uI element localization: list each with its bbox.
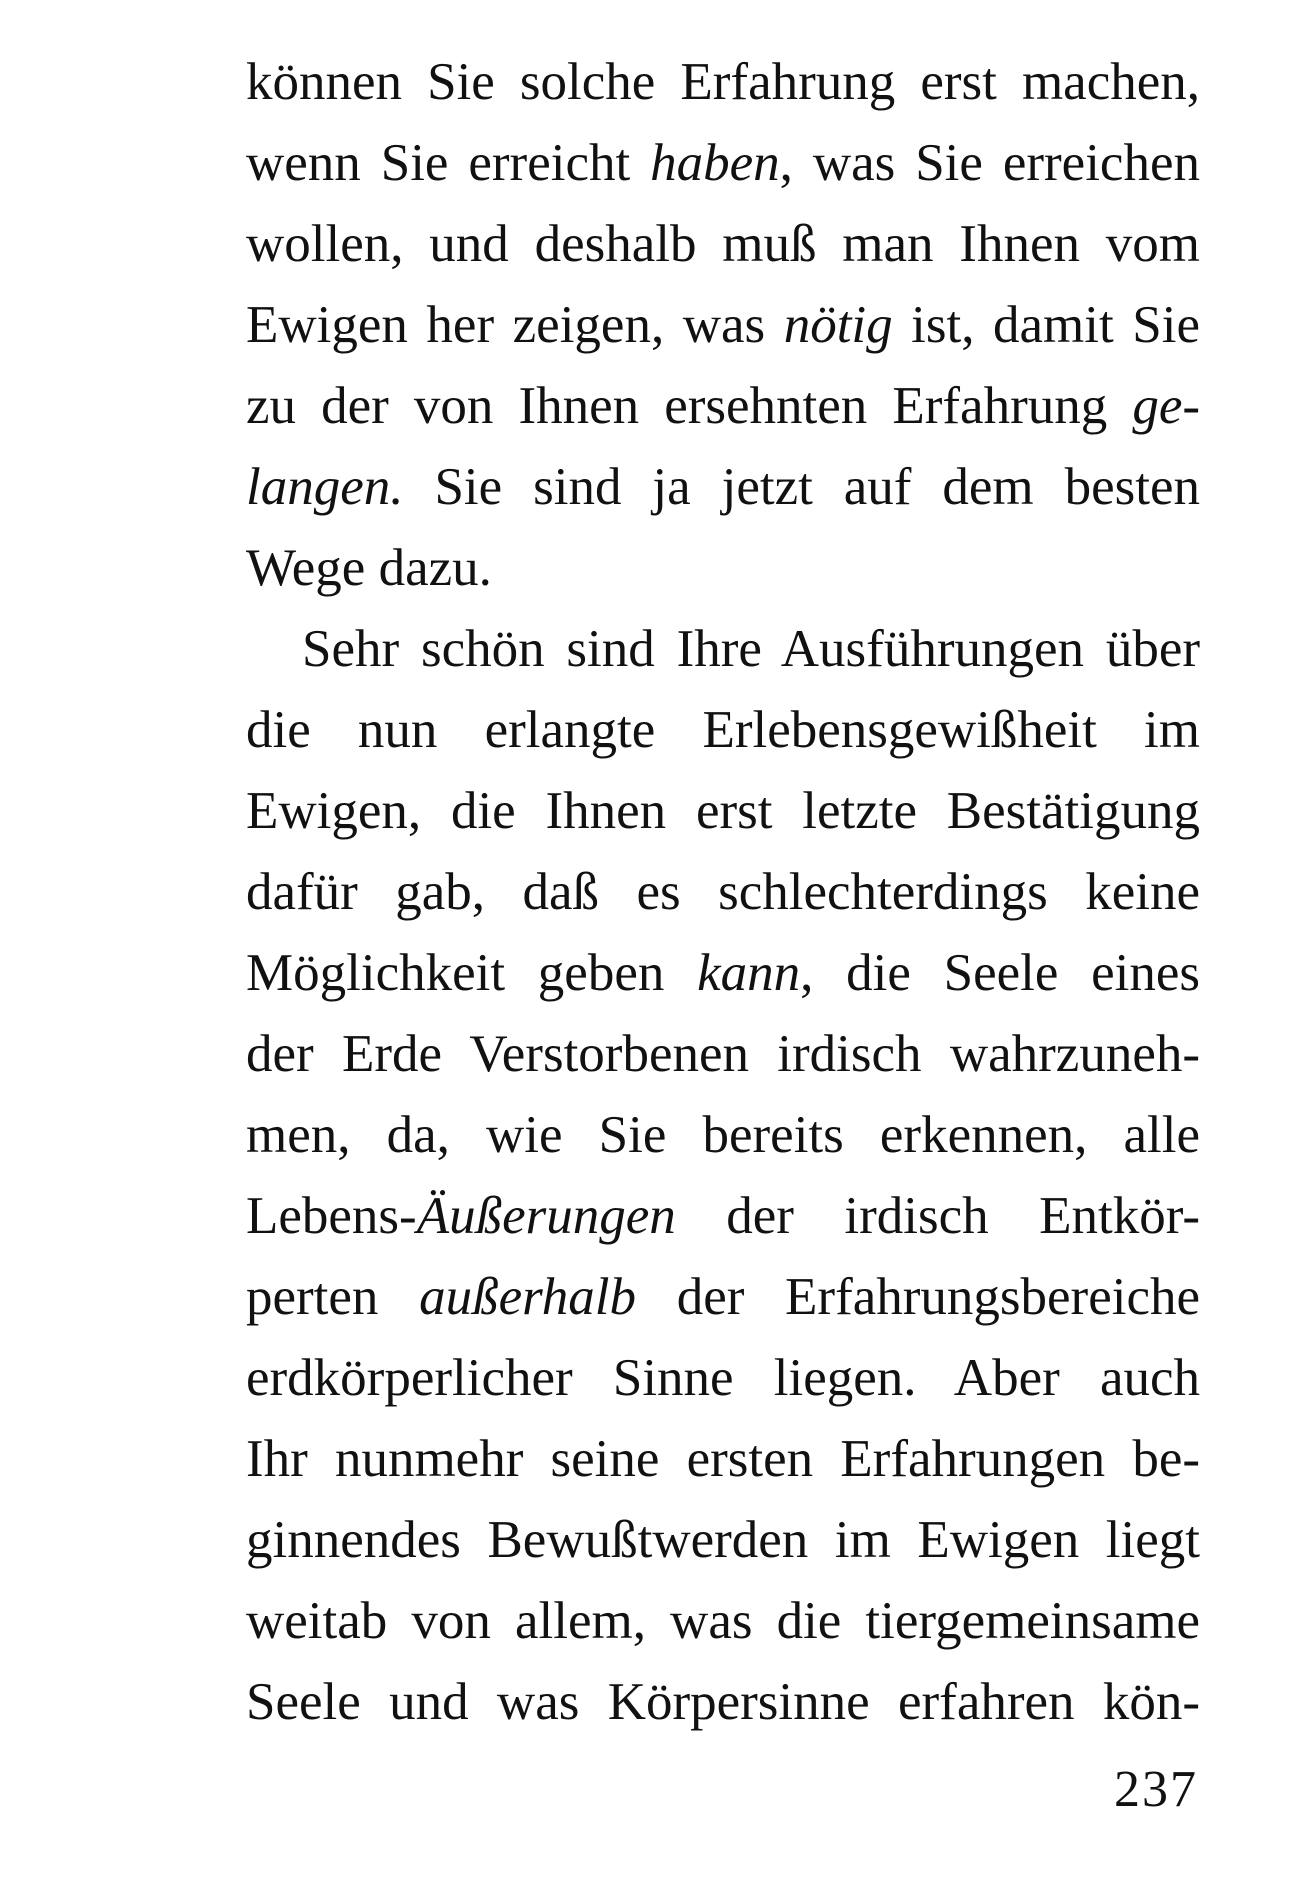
text-line: Ewigen, die Ihnen erst letzte Bestätigung: [246, 782, 1200, 840]
text-line: können Sie solche Erfahrung erst machen,: [246, 53, 1200, 111]
emphasized-word: außerhalb: [419, 1268, 637, 1326]
text-span: der Erfahrungsbereiche: [636, 1268, 1200, 1326]
text-line: [246, 447, 1200, 528]
emphasized-word: ge-: [1132, 377, 1200, 435]
text-span: perten: [246, 1268, 420, 1326]
text-line: Sehr schön sind Ihre Ausführungen über: [302, 620, 1200, 678]
text-line: die nun erlangte Erlebensgewißheit im: [246, 701, 1200, 759]
text-line: Ihr nunmehr seine ersten Erfahrungen be-: [246, 1430, 1200, 1488]
text-line: [246, 123, 1200, 204]
text-span: ist, damit Sie: [892, 296, 1200, 354]
text-line: [246, 1176, 1200, 1257]
text-span: , die Seele eines: [800, 944, 1200, 1002]
page-number: 237: [1114, 1761, 1198, 1818]
text-line: der Erde Verstorbenen irdisch wahrzuneh-: [246, 1025, 1200, 1083]
text-span: Ewigen her zeigen, was: [246, 296, 784, 354]
text-line: ginnendes Bewußtwerden im Ewigen liegt: [246, 1511, 1200, 1569]
text-span: Lebens-: [246, 1187, 417, 1245]
text-line: wollen, und deshalb muß man Ihnen vom: [246, 215, 1200, 273]
text-line: dafür gab, daß es schlechterdings keine: [246, 863, 1200, 921]
text-line: [246, 933, 1200, 1014]
text-line: men, da, wie Sie bereits erkennen, alle: [246, 1106, 1200, 1164]
emphasized-word: haben: [650, 134, 780, 192]
body-text: [246, 42, 1200, 1743]
emphasized-word: kann: [697, 944, 801, 1002]
text-line: Seele und was Körpersinne erfahren kön-: [246, 1673, 1200, 1731]
text-span: der irdisch Entkör-: [675, 1187, 1200, 1245]
text-span: , was Sie erreichen: [779, 134, 1200, 192]
paragraph-2: [246, 609, 1200, 1743]
text-span: Möglichkeit geben: [246, 944, 698, 1002]
text-span: Sie sind ja jetzt auf dem besten: [403, 458, 1200, 516]
emphasized-word: langen.: [246, 458, 404, 516]
text-line: [246, 366, 1200, 447]
text-line: Wege dazu.: [246, 539, 492, 597]
text-line: weitab von allem, was die tiergemeinsame: [246, 1592, 1200, 1650]
text-line: [246, 1257, 1200, 1338]
text-span: zu der von Ihnen ersehnten Erfahrung: [246, 377, 1133, 435]
emphasized-word: nötig: [783, 296, 893, 354]
emphasized-word: Äußerungen: [416, 1187, 676, 1245]
text-line: erdkörperlicher Sinne liegen. Aber auch: [246, 1349, 1200, 1407]
paragraph-1: [246, 42, 1200, 609]
text-line: [246, 285, 1200, 366]
text-span: wenn Sie erreicht: [246, 134, 651, 192]
